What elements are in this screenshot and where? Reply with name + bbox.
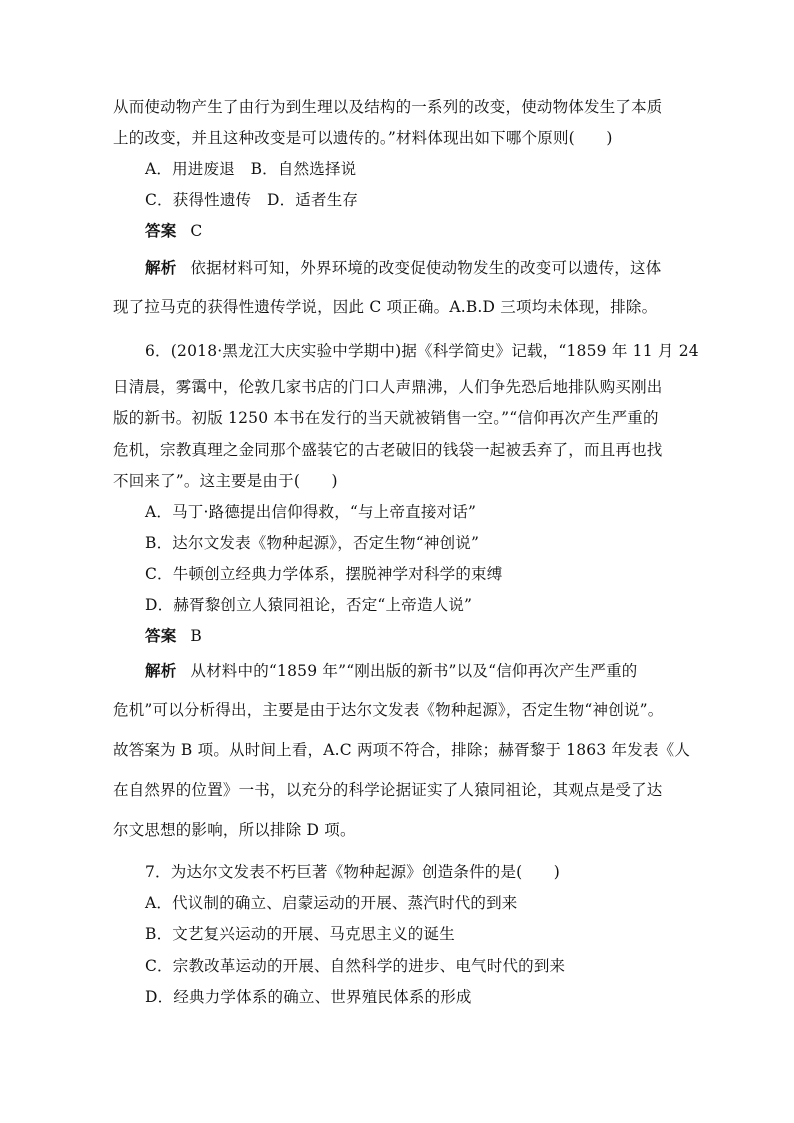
- q6-analysis-line-5: 尔文思想的影响，所以排除 D 项。: [113, 821, 356, 839]
- answer-label: 答案: [145, 221, 177, 240]
- q5-analysis-line-1: [145, 258, 661, 278]
- analysis-label: 解析: [145, 661, 177, 680]
- q6-stem-line-3: 版的新书。初版 1250 本书在发行的当天就被销售一空。”“信仰再次产生严重的: [113, 409, 659, 427]
- answer-value: B: [190, 627, 202, 645]
- q6-analysis-line-2: 危机”可以分析得出，主要是由于达尔文发表《物种起源》，否定生物“神创说”。: [113, 701, 664, 719]
- q6-answer: [145, 626, 202, 646]
- q7-option-c: C．宗教改革运动的开展、自然科学的进步、电气时代的到来: [145, 957, 566, 975]
- q6-analysis-line-1: [145, 661, 638, 681]
- q6-analysis-line-4: 在自然界的位置》一书，以充分的科学论据证实了人猿同祖论，其观点是受了达: [113, 781, 663, 799]
- q6-option-a: A．马丁·路德提出信仰得救，“与上帝直接对话”: [145, 503, 477, 521]
- q5-stem-line-2: 上的改变，并且这种改变是可以遗传的。”材料体现出如下哪个原则( ): [113, 129, 613, 147]
- q7-option-d: D．经典力学体系的确立、世界殖民体系的形成: [145, 988, 472, 1006]
- q6-stem-line-1: 6．(2018·黑龙江大庆实验中学期中)据《科学简史》记载，“1859 年 11 月 24: [145, 342, 699, 360]
- answer-value: C: [190, 222, 203, 240]
- analysis-text: 依据材料可知，外界环境的改变促使动物发生的改变可以遗传，这体: [190, 259, 662, 277]
- q7-option-b: B．文艺复兴运动的开展、马克思主义的诞生: [145, 925, 455, 943]
- q5-options-line-2: C．获得性遗传 D．适者生存: [145, 191, 359, 209]
- q6-option-b: B．达尔文发表《物种起源》，否定生物“神创说”: [145, 534, 480, 552]
- q6-stem-line-2: 日清晨，雾霭中，伦敦几家书店的门口人声鼎沸，人们争先恐后地排队购买刚出: [113, 378, 663, 396]
- q6-option-c: C．牛顿创立经典力学体系，摆脱神学对科学的束缚: [145, 565, 503, 583]
- q6-stem-line-5: 不回来了”。这主要是由于( ): [113, 472, 338, 490]
- analysis-label: 解析: [145, 258, 177, 277]
- q6-option-d: D．赫胥黎创立人猿同祖论，否定“上帝造人说”: [145, 596, 473, 614]
- q5-stem-line-1: 从而使动物产生了由行为到生理以及结构的一系列的改变，使动物体发生了本质: [113, 98, 663, 116]
- answer-label: 答案: [145, 626, 177, 645]
- q6-analysis-line-3: 故答案为 B 项。从时间上看，A.C 两项不符合，排除；赫胥黎于 1863 年发表《人: [113, 741, 691, 759]
- q7-stem: 7．为达尔文发表不朽巨著《物种起源》创造条件的是( ): [145, 863, 561, 881]
- analysis-text: 从材料中的“1859 年”“刚出版的新书”以及“信仰再次产生严重的: [190, 662, 638, 680]
- q5-options-line-1: A．用进废退 B．自然选择说: [145, 160, 357, 178]
- q6-stem-line-4: 危机，宗教真理之金同那个盛装它的古老破旧的钱袋一起被丢弃了，而且再也找: [113, 441, 663, 459]
- q5-answer: [145, 221, 202, 241]
- q7-option-a: A．代议制的确立、启蒙运动的开展、蒸汽时代的到来: [145, 894, 518, 912]
- q5-analysis-line-2: 现了拉马克的获得性遗传学说，因此 C 项正确。A.B.D 三项均未体现，排除。: [113, 298, 658, 316]
